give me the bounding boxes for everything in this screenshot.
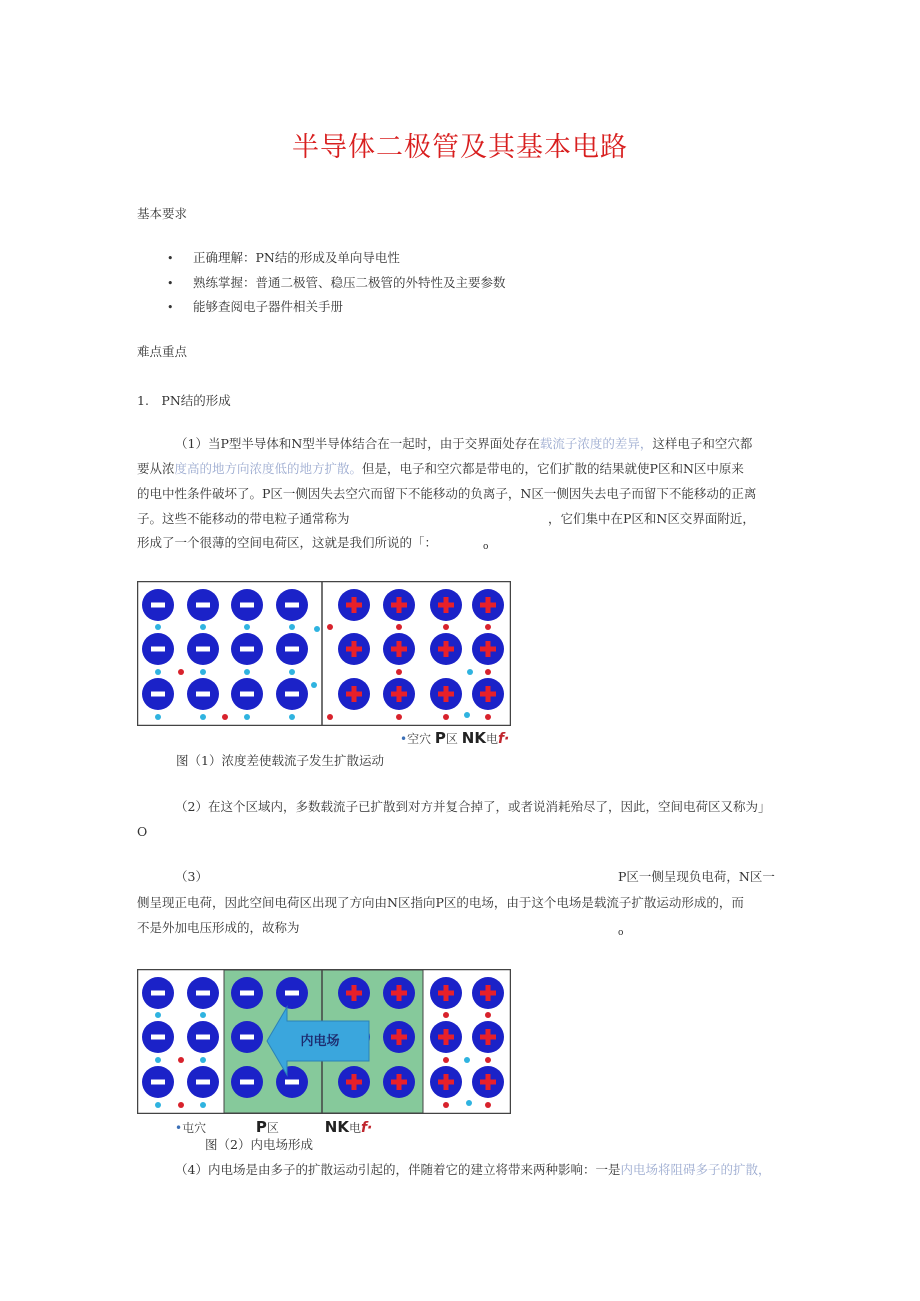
electron-dot xyxy=(244,669,250,675)
requirement-item: 熟练掌握：普通二极管、稳压二极管的外特性及主要参数 xyxy=(193,275,506,290)
electron-dot xyxy=(200,669,206,675)
electron-dot xyxy=(244,624,250,630)
electron-dot xyxy=(200,624,206,630)
figure1-caption: 图（1）浓度差使载流子发生扩散运动 xyxy=(176,753,384,768)
figure2-caption: 图（2）内电场形成 xyxy=(205,1137,313,1152)
electron-dot xyxy=(464,712,470,718)
positive-ion xyxy=(430,977,462,1009)
negative-ion xyxy=(142,1021,174,1053)
electron-dot xyxy=(289,714,295,720)
electron-dot xyxy=(155,1012,161,1018)
positive-ion xyxy=(383,678,415,710)
positive-ion xyxy=(383,589,415,621)
arrow-label: 内电场 xyxy=(300,1034,340,1049)
difficulties-heading: 难点重点 xyxy=(137,344,188,359)
hole-dot xyxy=(485,1012,491,1018)
hole-dot xyxy=(485,669,491,675)
electron-dot xyxy=(289,624,295,630)
bullet-icon: • xyxy=(167,252,174,265)
positive-ion xyxy=(472,1066,504,1098)
electron-dot xyxy=(244,714,250,720)
electron-dot xyxy=(200,714,206,720)
positive-ion xyxy=(383,1021,415,1053)
requirements-heading: 基本要求 xyxy=(137,206,188,221)
negative-ion xyxy=(231,1021,263,1053)
negative-ion xyxy=(231,977,263,1009)
hole-dot xyxy=(485,1057,491,1063)
electron-dot xyxy=(200,1012,206,1018)
negative-ion xyxy=(187,633,219,665)
positive-ion xyxy=(472,589,504,621)
hole-dot xyxy=(443,624,449,630)
electron-dot xyxy=(289,669,295,675)
negative-ion xyxy=(187,1021,219,1053)
negative-ion xyxy=(142,589,174,621)
negative-ion xyxy=(276,1066,308,1098)
hole-dot xyxy=(327,714,333,720)
positive-ion xyxy=(338,633,370,665)
positive-ion xyxy=(430,1021,462,1053)
positive-ion xyxy=(338,589,370,621)
negative-ion xyxy=(142,1066,174,1098)
electron-dot xyxy=(200,1102,206,1108)
electron-dot xyxy=(155,714,161,720)
para1-line4a: 子。这些不能移动的带电粒子通常称为 xyxy=(137,511,350,526)
negative-ion xyxy=(231,1066,263,1098)
para3-line1a: （3） xyxy=(175,869,208,884)
negative-ion xyxy=(142,633,174,665)
positive-ion xyxy=(472,1021,504,1053)
hole-dot xyxy=(396,714,402,720)
negative-ion xyxy=(231,678,263,710)
positive-ion xyxy=(338,977,370,1009)
para1-line3: 的电中性条件破坏了。P区一侧因失去空穴而留下不能移动的负离子，N区一侧因失去电子而留下不能移动的正离 xyxy=(137,486,757,501)
para1-line1: （1）当P型半导体和N型半导体结合在一起时，由于交界面处存在载流子浓度的差异，这样电子和空穴都 xyxy=(175,436,753,451)
hole-dot xyxy=(327,624,333,630)
hole-dot xyxy=(178,669,184,675)
negative-ion xyxy=(187,1066,219,1098)
para3-line3: 不是外加电压形成的，故称为 xyxy=(137,920,300,935)
positive-ion xyxy=(472,633,504,665)
negative-ion xyxy=(231,589,263,621)
page-title: 半导体二极管及其基本电路 xyxy=(292,132,628,163)
electron-dot xyxy=(466,1100,472,1106)
positive-ion xyxy=(430,589,462,621)
para1-line4b: ，它们集中在P区和N区交界面附近， xyxy=(548,511,755,526)
hole-dot xyxy=(396,624,402,630)
electron-dot xyxy=(464,1057,470,1063)
positive-ion xyxy=(472,977,504,1009)
negative-ion xyxy=(142,977,174,1009)
figure2-internal-field-diagram xyxy=(137,969,511,1114)
figure2-legend: •屯穴 P区 NK电f· xyxy=(175,1118,373,1136)
figure1-legend: •空穴 P区 NK电f· xyxy=(400,729,510,747)
positive-ion xyxy=(383,1066,415,1098)
hole-dot xyxy=(443,1102,449,1108)
para1-end-mark: o xyxy=(483,542,489,552)
electron-dot xyxy=(155,1057,161,1063)
hole-dot xyxy=(485,624,491,630)
hole-dot xyxy=(178,1057,184,1063)
negative-ion xyxy=(187,977,219,1009)
negative-ion xyxy=(187,678,219,710)
electron-dot xyxy=(314,626,320,632)
para1-line2: 要从浓度高的地方向浓度低的地方扩散。但是，电子和空穴都是带电的，它们扩散的结果就使P区和N区中原来 xyxy=(137,461,744,476)
requirement-item: 正确理解：PN结的形成及单向导电性 xyxy=(193,250,400,265)
bullet-icon: • xyxy=(167,301,174,314)
hole-dot xyxy=(396,669,402,675)
requirement-item: 能够查阅电子器件相关手册 xyxy=(193,299,344,314)
para2-line2: O xyxy=(137,824,148,839)
hole-dot xyxy=(485,1102,491,1108)
negative-ion xyxy=(231,633,263,665)
negative-ion xyxy=(276,678,308,710)
hole-dot xyxy=(485,714,491,720)
bullet-icon: • xyxy=(167,277,174,290)
positive-ion xyxy=(383,633,415,665)
hole-dot xyxy=(443,714,449,720)
figure1-diffusion-diagram xyxy=(137,581,511,726)
section-heading-pn: 1. PN结的形成 xyxy=(137,393,231,408)
electron-dot xyxy=(155,669,161,675)
para3-line2: 侧呈现正电荷，因此空间电荷区出现了方向由N区指向P区的电场，由于这个电场是载流子扩散运动形成的，而 xyxy=(137,895,744,910)
electron-dot xyxy=(155,1102,161,1108)
para3-line1b: P区一侧呈现负电荷，N区一 xyxy=(618,869,775,884)
positive-ion xyxy=(383,977,415,1009)
positive-ion xyxy=(338,678,370,710)
electron-dot xyxy=(200,1057,206,1063)
electron-dot xyxy=(155,624,161,630)
negative-ion xyxy=(187,589,219,621)
para4-line1: （4）内电场是由多子的扩散运动引起的，伴随着它的建立将带来两种影响：一是内电场将阻碍多子的扩散， xyxy=(175,1162,771,1177)
positive-ion xyxy=(430,678,462,710)
positive-ion xyxy=(430,1066,462,1098)
para3-end-mark: o xyxy=(618,928,624,938)
para2-line1: （2）在这个区域内，多数载流子已扩散到对方并复合掉了，或者说消耗殆尽了，因此，空间电荷区又称为」 xyxy=(175,799,771,814)
hole-dot xyxy=(443,1012,449,1018)
positive-ion xyxy=(472,678,504,710)
para1-line5: 形成了一个很薄的空间电荷区，这就是我们所说的「： xyxy=(137,535,438,550)
negative-ion xyxy=(276,633,308,665)
negative-ion xyxy=(142,678,174,710)
hole-dot xyxy=(178,1102,184,1108)
electron-dot xyxy=(467,669,473,675)
positive-ion xyxy=(430,633,462,665)
negative-ion xyxy=(276,977,308,1009)
electron-dot xyxy=(311,682,317,688)
hole-dot xyxy=(443,1057,449,1063)
positive-ion xyxy=(338,1066,370,1098)
negative-ion xyxy=(276,589,308,621)
hole-dot xyxy=(222,714,228,720)
